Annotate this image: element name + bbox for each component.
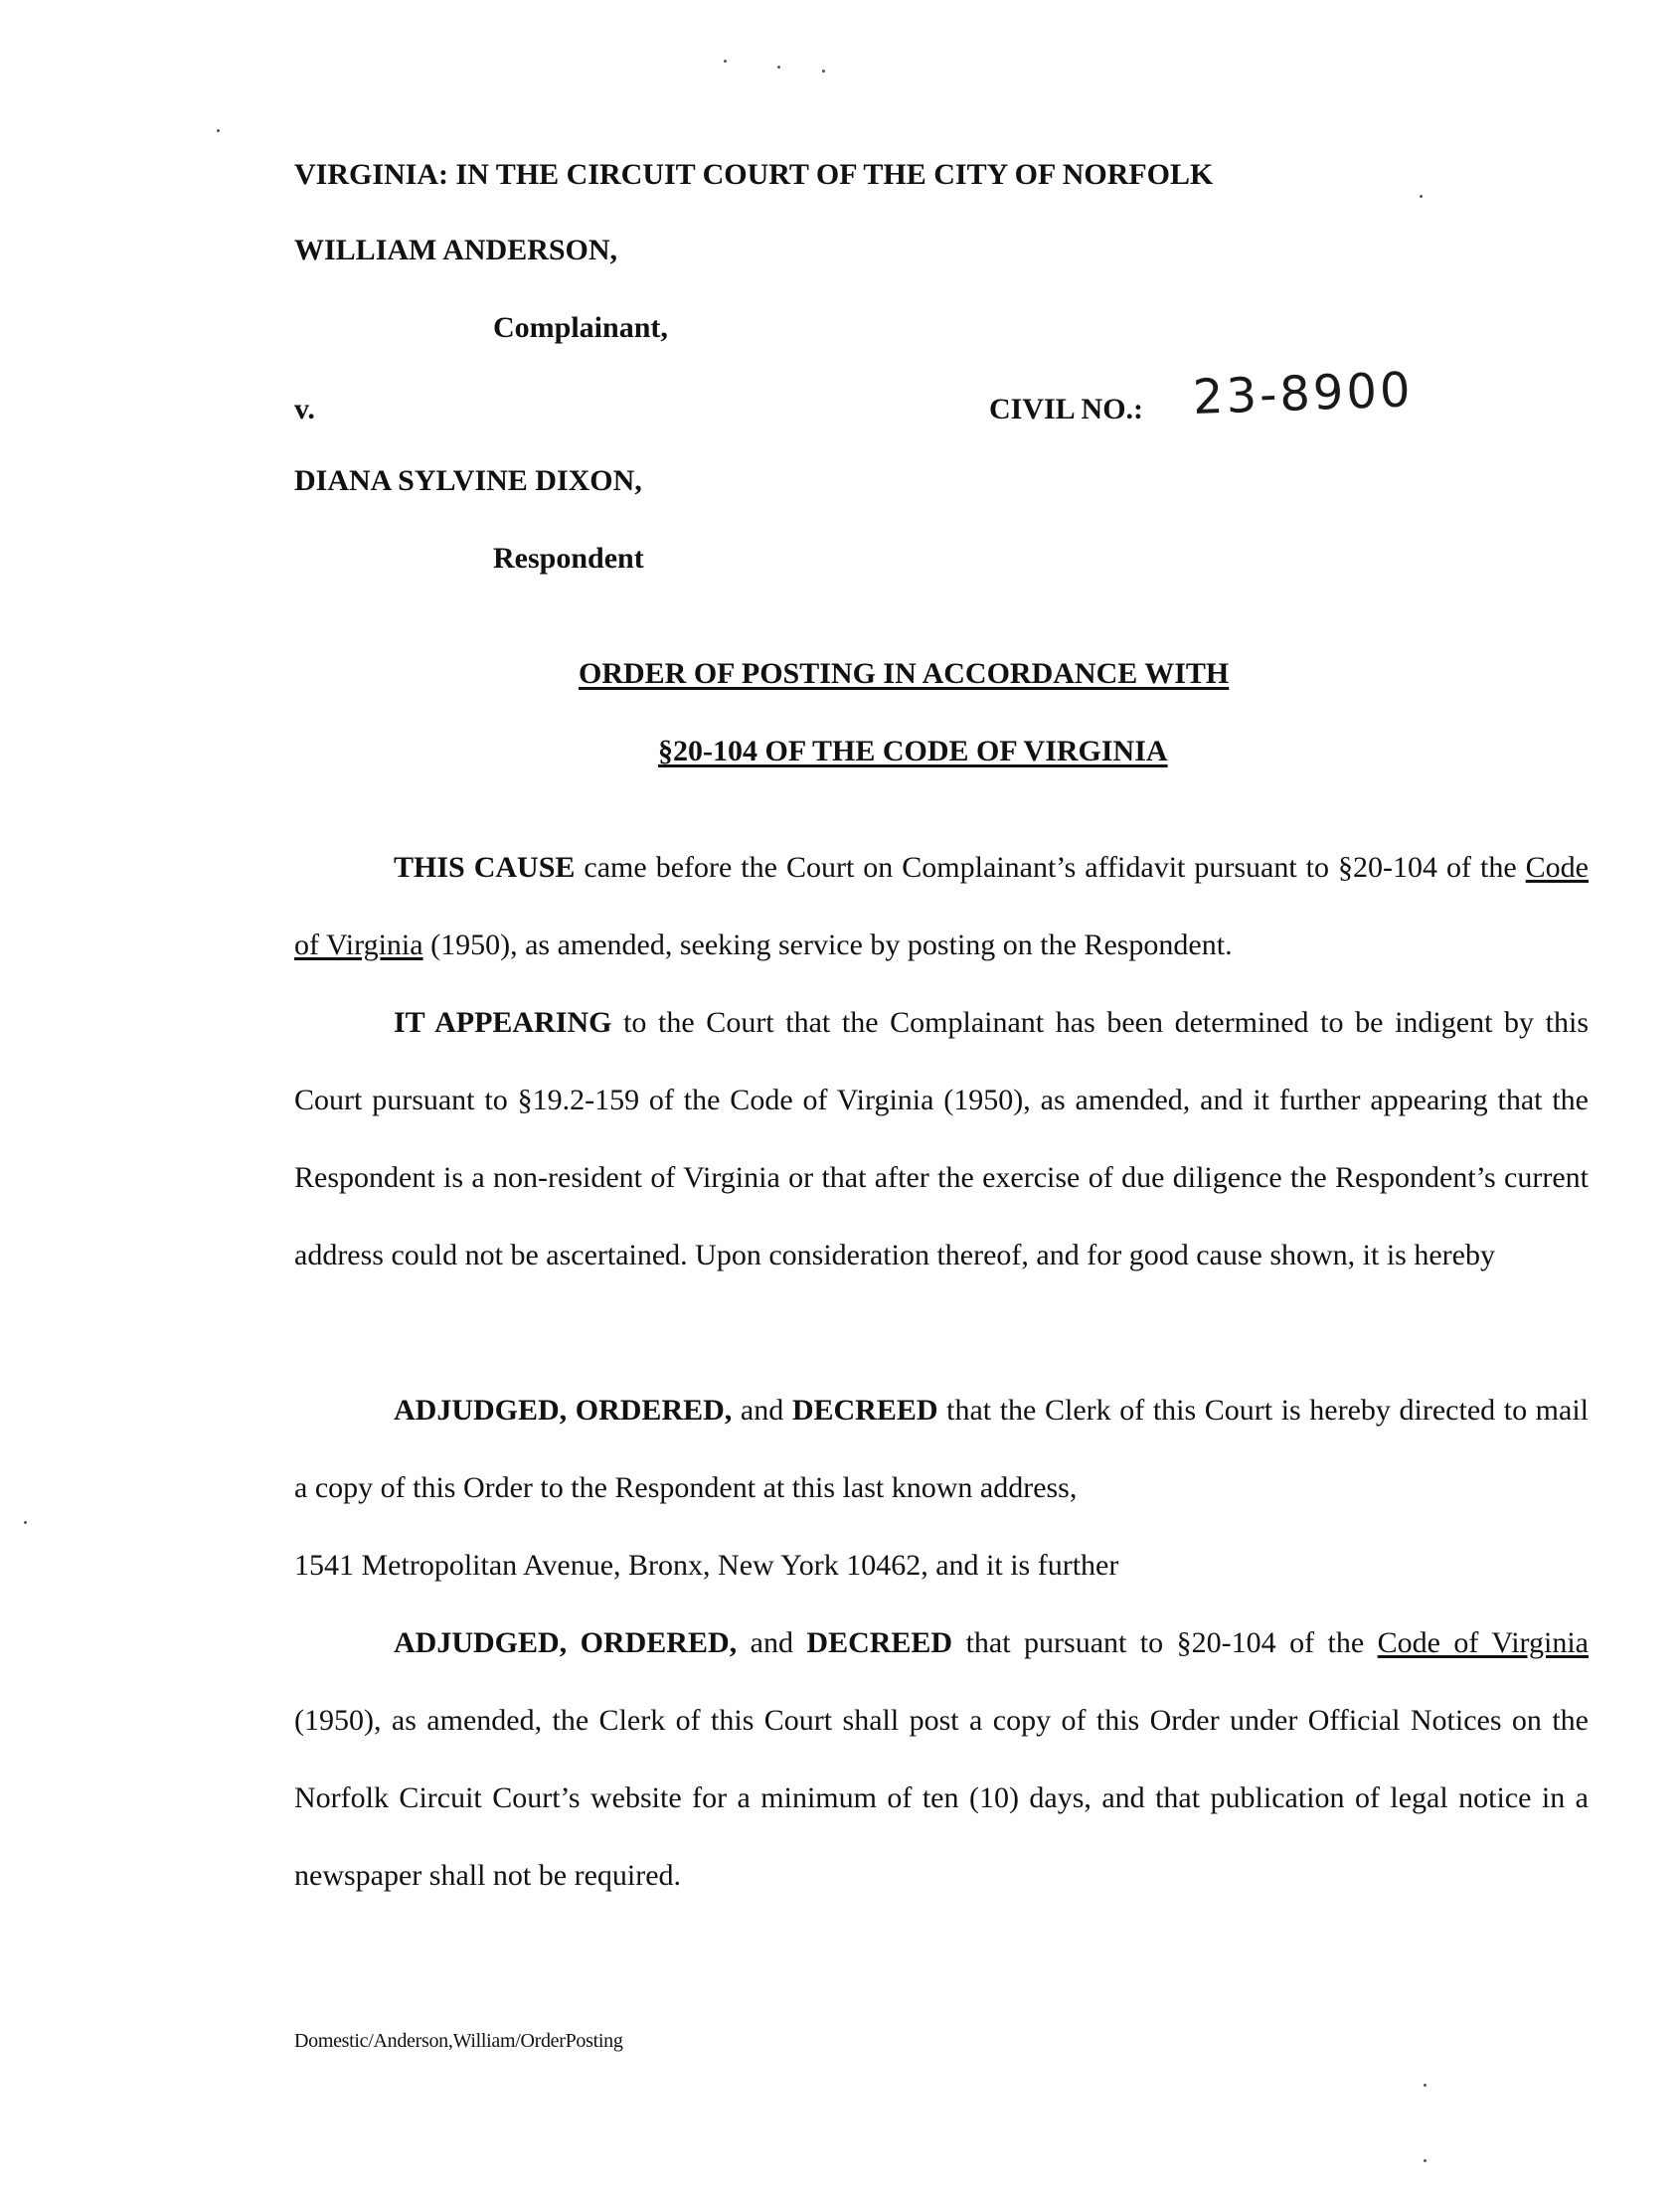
- scan-speck: [822, 70, 825, 73]
- scan-speck: [1424, 2084, 1427, 2087]
- scan-speck: [1424, 2159, 1427, 2162]
- lead-adjudged-ordered: ADJUDGED, ORDERED,: [394, 1394, 733, 1427]
- p4-text-b: (1950), as amended, the Clerk of this Court shall post a copy of this Order under Official Notices on the Norfolk Circuit Court’s website for a minimum of ten (10) days, and that publication of legal notice in a newspaper shall not be required.: [294, 1704, 1589, 1892]
- lead-decreed-2: DECREED: [806, 1626, 953, 1659]
- lead-adjudged-ordered-2: ADJUDGED, ORDERED,: [394, 1626, 738, 1659]
- order-title-line1: ORDER OF POSTING IN ACCORDANCE WITH: [579, 657, 1230, 690]
- footer-file-reference: Domestic/Anderson,William/OrderPosting: [294, 2030, 623, 2052]
- paragraph-it-appearing: [294, 984, 1589, 1294]
- versus: v.: [294, 393, 315, 425]
- p2-text: to the Court that the Complainant has been determined to be indigent by this Court pursuant to §19.2-159 of the Code of Virginia (1950), as amended, and it further appearing that the Respondent is a non-resident of Virginia or that after the exercise of due diligence the Respondent’s current address could not be ascertained. Upon consideration thereof, and for good cause shown, it is hereby: [294, 1006, 1589, 1271]
- complainant-role: Complainant,: [493, 311, 668, 344]
- p3-text: that the Clerk of this Court is hereby directed to mail a copy of this Order to the Respondent at this last known address,: [294, 1394, 1589, 1504]
- scan-speck: [724, 60, 727, 63]
- respondent-name: DIANA SYLVINE DIXON,: [294, 464, 642, 497]
- lead-this-cause: THIS CAUSE: [394, 851, 576, 884]
- order-title-line2: §20-104 OF THE CODE OF VIRGINIA: [658, 735, 1168, 767]
- p4-and: and: [737, 1626, 807, 1659]
- code-of-virginia-ref-2: Code of Virginia: [1377, 1626, 1589, 1659]
- respondent-address: 1541 Metropolitan Avenue, Bronx, New York 10462, and it is further: [294, 1549, 1119, 1582]
- p1-text-b: (1950), as amended, seeking service by posting on the Respondent.: [422, 929, 1233, 961]
- civil-no-label: CIVIL NO.:: [989, 393, 1144, 425]
- court-heading: VIRGINIA: IN THE CIRCUIT COURT OF THE CITY OF NORFOLK: [294, 158, 1214, 191]
- scan-speck: [1420, 195, 1423, 198]
- scan-speck: [217, 129, 220, 132]
- lead-it-appearing: IT APPEARING: [394, 1006, 612, 1039]
- p4-text-a: that pursuant to §20-104 of the: [952, 1626, 1378, 1659]
- code-of-virginia-ref: Code of Virginia: [294, 851, 1589, 961]
- lead-decreed: DECREED: [791, 1394, 938, 1427]
- scan-speck: [777, 66, 780, 69]
- complainant-name: WILLIAM ANDERSON,: [294, 234, 618, 266]
- p1-text-a: came before the Court on Complainant’s affidavit pursuant to §20-104 of the: [575, 851, 1526, 884]
- scan-speck: [24, 1521, 27, 1524]
- paragraph-adjudged-2: [294, 1604, 1589, 1915]
- paragraph-this-cause: [294, 829, 1589, 984]
- respondent-role: Respondent: [493, 542, 644, 575]
- civil-no-handwritten: 23-8900: [1192, 362, 1415, 425]
- p3-and: and: [732, 1394, 792, 1427]
- paragraph-adjudged-1: [294, 1372, 1589, 1527]
